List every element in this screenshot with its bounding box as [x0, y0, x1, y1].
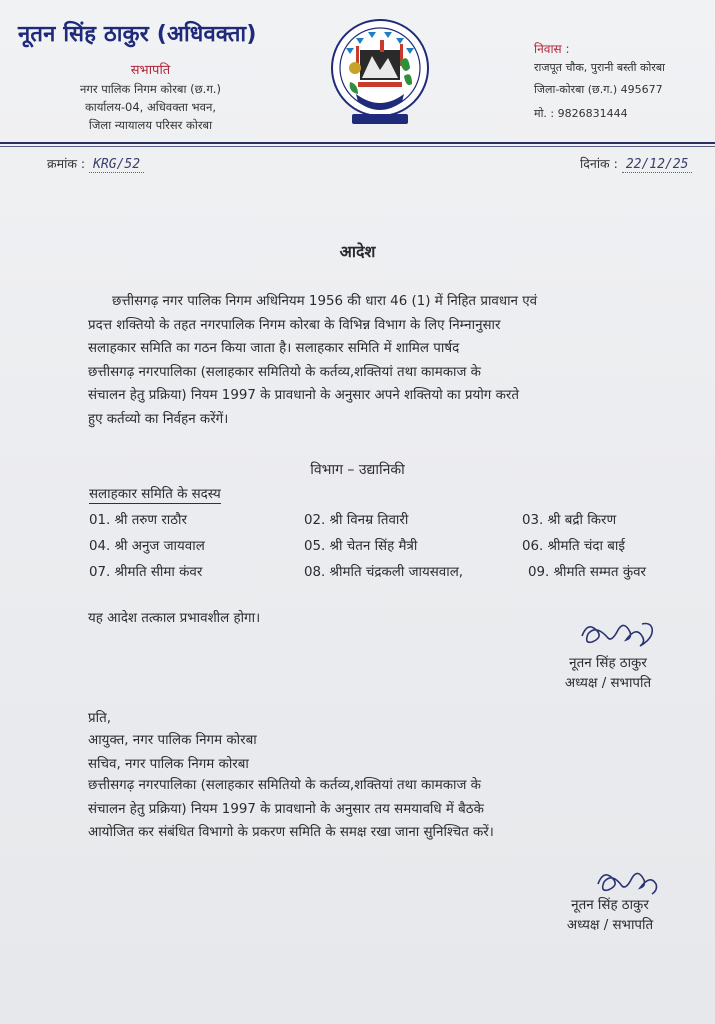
sender-name: नूतन सिंह ठाकुर (अधिवक्ता) — [18, 22, 257, 47]
court-line: जिला न्यायालय परिसर कोरबा — [88, 118, 213, 132]
office-line: कार्यालय-04, अधिवक्ता भवन, — [84, 100, 217, 114]
order-line-4: छत्तीसगढ़ नगरपालिका (सलाहकार समितियो के कर्तव्य,शक्तियां तथा कामकाज के — [88, 364, 481, 380]
order-paragraph — [88, 290, 678, 432]
signature-2-image — [590, 860, 680, 900]
date-field — [580, 155, 692, 172]
residence-address-2: जिला-कोरबा (छ.ग.) 495677 — [534, 83, 663, 96]
order-line-5: संचालन हेतु प्रक्रिया) नियम 1997 के प्रावधानो के अनुसार अपने शक्तियो का प्रयोग करते — [88, 388, 519, 404]
reference-label: क्रमांक : — [47, 156, 86, 171]
date-label: दिनांक : — [580, 156, 618, 171]
copy-recipient-2: सचिव, नगर पालिक निगम कोरबा — [88, 757, 249, 772]
department-heading: विभाग – उद्यानिकी — [310, 462, 405, 478]
signature-1-image — [572, 614, 672, 654]
member-item: 07. श्रीमति सीमा कंवर — [89, 565, 203, 580]
reference-value: KRG/52 — [89, 157, 144, 173]
order-line-6: हुए कर्तव्यो का निर्वहन करेंगें। — [88, 411, 229, 427]
member-item: 09. श्रीमति सम्मत कुंवर — [528, 565, 647, 580]
signature-1-block — [538, 654, 678, 694]
copy-paragraph — [88, 774, 678, 845]
sender-post: सभापति — [130, 63, 171, 78]
reference-number — [47, 155, 144, 172]
org-line: नगर पालिक निगम कोरबा (छ.ग.) — [80, 82, 221, 96]
member-item: 01. श्री तरुण राठौर — [89, 513, 188, 528]
municipal-emblem-logo — [328, 16, 432, 128]
copy-to-label: प्रति, — [88, 711, 111, 726]
signature-2-block — [540, 896, 680, 936]
copy-line-3: आयोजित कर संबंधित विभागो के प्रकरण समिति के समक्ष रखा जाना सुनिश्चित करें। — [88, 825, 494, 841]
header-divider — [0, 142, 715, 144]
copy-recipient-1: आयुक्त, नगर पालिक निगम कोरबा — [88, 733, 257, 748]
signatory-designation: अध्यक्ष / सभापति — [564, 676, 652, 691]
signatory-name: नूतन सिंह ठाकुर — [569, 656, 647, 671]
header-divider-thin — [0, 146, 715, 147]
date-value: 22/12/25 — [622, 157, 693, 173]
order-title: आदेश — [339, 242, 376, 261]
member-item: 05. श्री चेतन सिंह मैत्री — [304, 539, 418, 554]
copy-line-1: छत्तीसगढ़ नगरपालिका (सलाहकार समितियो के कर्तव्य,शक्तियां तथा कामकाज के — [88, 778, 481, 793]
member-item: 03. श्री बद्री किरण — [522, 513, 617, 528]
member-item: 04. श्री अनुज जायवाल — [89, 539, 205, 554]
order-line-3: सलाहकार समिति का गठन किया जाता है। सलाहकार समिति में शामिल पार्षद — [88, 341, 460, 357]
member-item: 08. श्रीमति चंद्रकली जायसवाल, — [304, 565, 464, 580]
effect-line: यह आदेश तत्काल प्रभावशील होगा। — [88, 611, 261, 626]
member-item: 06. श्रीमति चंदा बाई — [522, 539, 625, 554]
residence-address-1: राजपूत चौक, पुरानी बस्ती कोरबा — [534, 61, 665, 74]
order-line-1: छत्तीसगढ़ नगर पालिक निगम अधिनियम 1956 की धारा 46 (1) में निहित प्रावधान एवं — [112, 294, 538, 309]
signatory-designation: अध्यक्ष / सभापति — [566, 918, 654, 933]
members-heading: सलाहकार समिति के सदस्य — [89, 484, 221, 504]
signatory-name: नूतन सिंह ठाकुर — [571, 898, 649, 913]
residence-label: निवास : — [534, 42, 570, 56]
order-line-2: प्रदत्त शक्तियो के तहत नगरपालिक निगम कोरबा के विभिन्न विभाग के लिए निम्नानुसार — [88, 317, 501, 333]
member-item: 02. श्री विनम्र तिवारी — [304, 513, 409, 528]
residence-mobile: मो. : 9826831444 — [534, 107, 628, 120]
copy-line-2: संचालन हेतु प्रक्रिया) नियम 1997 के प्रावधानो के अनुसार तय समयावधि में बैठके — [88, 801, 484, 817]
